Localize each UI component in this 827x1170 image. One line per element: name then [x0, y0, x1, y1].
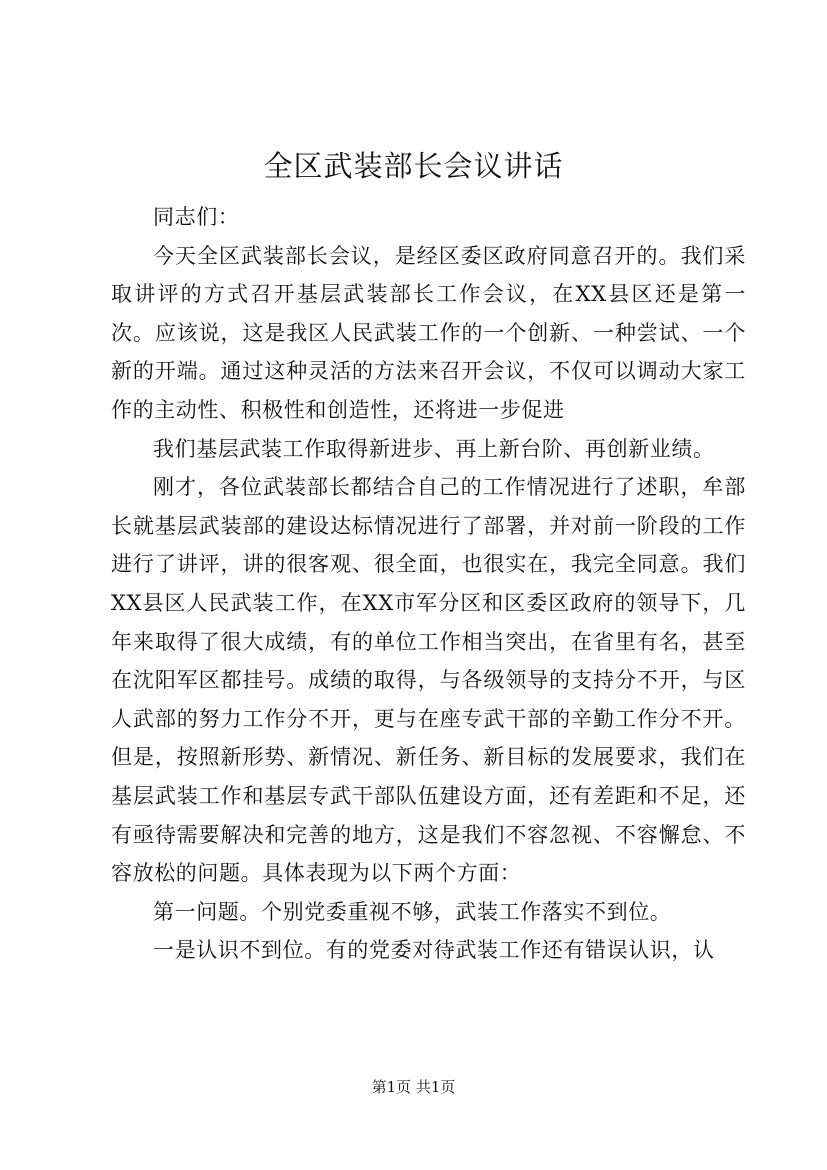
- page-footer: 第1页 共1页: [371, 1078, 456, 1096]
- paragraph-3: 刚才，各位武装部长都结合自己的工作情况进行了述职，牟部长就基层武装部的建设达标情况进行了部署，并对前一阶段的工作进行了讲评，讲的很客观、很全面，也很实在，我完全同意。我们XX县区人民武装工作，在XX市军分区和区委区政府的领导下，几年来取得了很大成绩，有的单位工作相当突出，在省里有名，甚至在沈阳军区都挂号。成绩的取得，与各级领导的支持分不开，与区人武部的努力工作分不开，更与在座专武干部的辛勤工作分不开。但是，按照新形势、新情况、新任务、新目标的发展要求，我们在基层武装工作和基层专武干部队伍建设方面，还有差距和不足，还有亟待需要解决和完善的地方，这是我们不容忽视、不容懈怠、不容放松的问题。具体表现为以下两个方面：: [111, 475, 746, 886]
- paragraph-4: 第一问题。个别党委重视不够，武装工作落实不到位。: [153, 899, 672, 924]
- paragraph-2: 我们基层武装工作取得新进步、再上新台阶、再创新业绩。: [153, 436, 715, 461]
- document-title: 全区武装部长会议讲话: [263, 149, 564, 183]
- document-body: [111, 198, 746, 970]
- paragraph-5: 一是认识不到位。有的党委对待武装工作还有错误认识，认: [153, 938, 715, 963]
- paragraph-1: 今天全区武装部长会议，是经区委区政府同意召开的。我们采取讲评的方式召开基层武装部长工作会议，在XX县区还是第一次。应该说，这是我区人民武装工作的一个创新、一种尝试、一个新的开端。通过这种灵活的方法来召开会议，不仅可以调动大家工作的主动性、积极性和创造性，还将进一步促进: [111, 243, 746, 422]
- salutation: 同志们：: [153, 205, 240, 229]
